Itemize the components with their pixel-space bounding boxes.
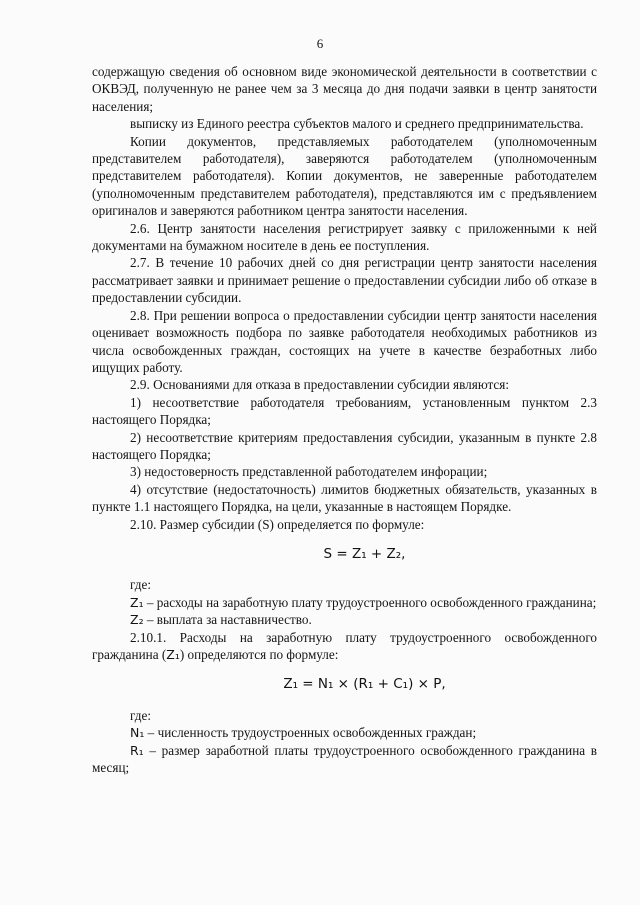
definition xyxy=(92,594,597,611)
list-item: 2) несоответствие критериям предоставления субсидии, указанным в пунктe 2.8 настоящего Порядка; xyxy=(92,429,597,462)
definition-text: – расходы на заработную плату трудоустроенного освобожденного гражданина; xyxy=(143,594,597,610)
page-number: 6 xyxy=(316,36,324,51)
clause-text: ) определяются по формуле: xyxy=(179,647,339,662)
where-label: где: xyxy=(130,577,151,593)
formula-expenses: Z₁ = N₁ × (R₁ + C₁) × P, xyxy=(283,676,446,693)
symbol: Z₂ xyxy=(130,612,144,628)
definition xyxy=(92,724,597,741)
clause-2-8: 2.8. При решении вопроса о предоставлении субсидии центр занятости населения оценивает возможность подбора по заявке работодателя необходимых работников из числа освобожденных граждан, состоящих на учете в качестве безработных либо ищущих работу. xyxy=(92,307,597,375)
document-body xyxy=(92,63,597,776)
definition-text: – выплата за наставничество. xyxy=(143,612,312,628)
clause-2-6: 2.6. Центр занятости населения регистрирует заявку с приложенными к ней документами на бумажном носителе в день ее поступления. xyxy=(92,220,597,254)
symbol: Z₁ xyxy=(166,647,180,662)
definition xyxy=(92,742,597,777)
clause-2-9: 2.9. Основаниями для отказа в предоставлении субсидии являются: xyxy=(130,377,510,393)
paragraph: содержащую сведения об основном виде экономической деятельности в соответствии с ОКВЭД, полученную не ранее чем за 3 месяца до дня подачи заявки в центр занятости населения; xyxy=(92,64,597,114)
list-item: 3) недостоверность представленной работодателем инфорации; xyxy=(130,464,488,480)
paragraph: выписку из Единого реестра субъектов малого и среднего предпринимательства. xyxy=(130,116,584,132)
symbol: Z₁ xyxy=(130,594,144,610)
clause-2-10-1 xyxy=(92,629,597,664)
clause-text: 2.10.1. Расходы на заработную плату трудоустроенного освобожденного гражданина ( xyxy=(92,629,597,662)
paragraph: Копии документов, представляемых работодателем (уполномоченным представителем работодателя), заверяются работодателем (уполномоченным представителем работодателя). Копии документов, не заверенные работодателем (уполномоченным представителем работодателя), представляются им с предъявлением оригиналов и заверяются работником центра занятости населения. xyxy=(92,133,597,219)
definition-text: – численность трудоустроенных освобожденных граждан; xyxy=(144,725,477,741)
symbol: R₁ xyxy=(130,742,144,758)
definition xyxy=(92,611,597,628)
formula-subsidy: S = Z₁ + Z₂, xyxy=(323,545,406,562)
symbol: N₁ xyxy=(130,725,145,741)
clause-2-7: 2.7. В течение 10 рабочих дней со дня регистрации центр занятости населения рассматривает заявки и принимает решение о предоставлении субсидии либо об отказе в предоставлении субсидии. xyxy=(92,255,597,306)
list-item: 1) несоответствие работодателя требованиям, установленным пунктом 2.3 настоящего Порядка; xyxy=(92,394,597,428)
definition-text: – размер заработной платы трудоустроенного освобожденного гражданина в месяц; xyxy=(92,742,597,776)
list-item: 4) отсутствие (недостаточность) лимитов бюджетных обязательств, указанных в пункте 1.1 настоящего Порядка, на цели, указанные в настоящем Порядке. xyxy=(92,481,597,515)
clause-2-10: 2.10. Размер субсидии (S) определяется по формуле: xyxy=(130,516,425,532)
where-label: где: xyxy=(130,707,151,723)
